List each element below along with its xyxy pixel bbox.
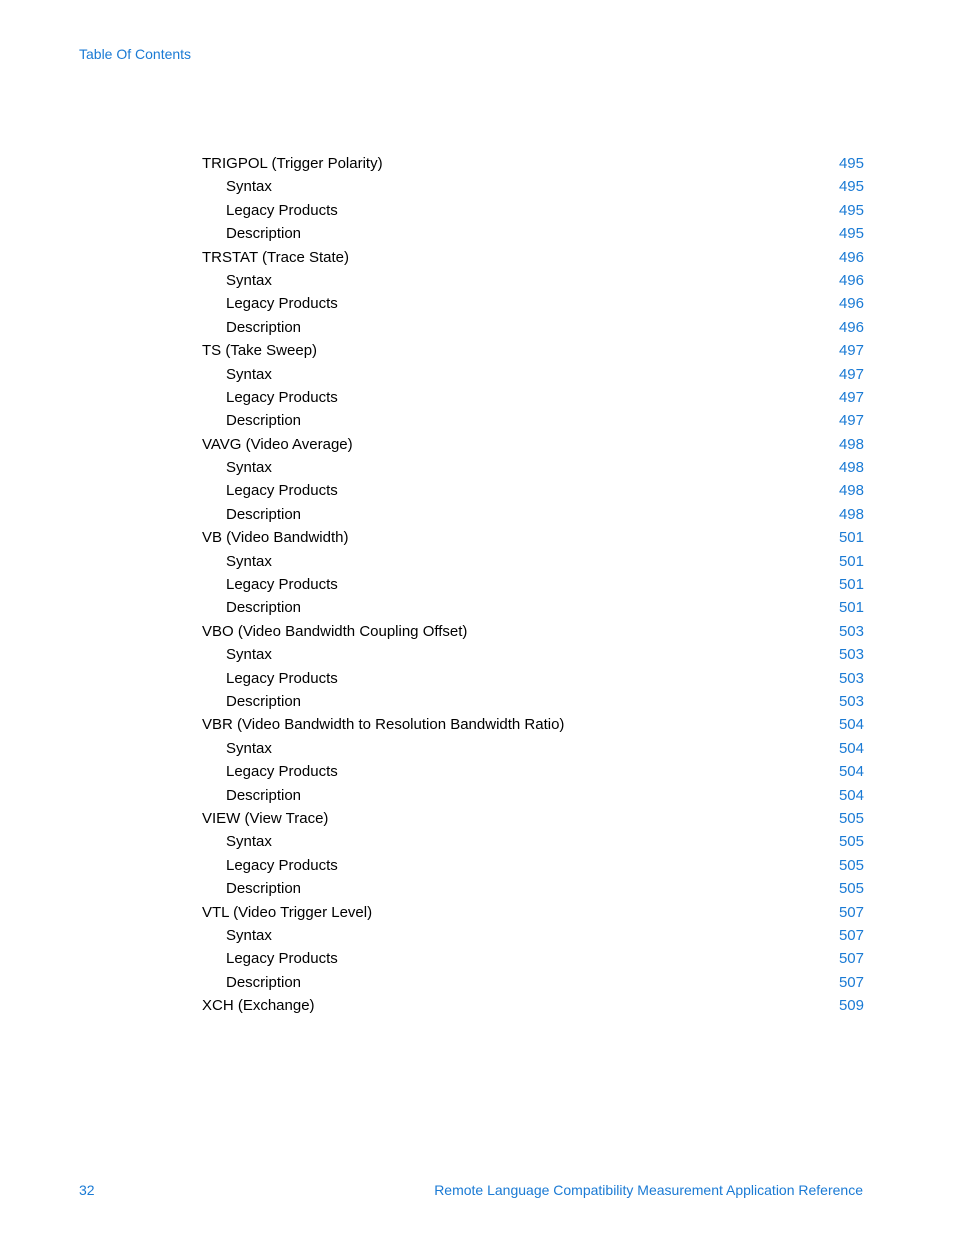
toc-entry-label: Syntax <box>226 271 272 289</box>
toc-page-link[interactable]: 497 <box>838 412 864 430</box>
toc-page-link[interactable]: 498 <box>838 459 864 477</box>
toc-entry-label: TRIGPOL (Trigger Polarity) <box>202 155 383 172</box>
toc-entry-label: Description <box>226 505 302 523</box>
toc-subentry[interactable] <box>202 479 864 502</box>
toc-page-link[interactable]: 497 <box>838 365 864 383</box>
toc-page-link[interactable]: 503 <box>838 669 864 687</box>
toc-entry-label: Legacy Products <box>226 950 338 968</box>
toc-page-link[interactable]: 496 <box>838 318 864 336</box>
toc-entry-label: Legacy Products <box>226 482 338 500</box>
toc-subentry[interactable] <box>202 854 864 877</box>
toc-entry-label: Legacy Products <box>226 201 338 219</box>
toc-entry-label: Syntax <box>226 646 272 664</box>
toc-entry-label: Syntax <box>226 459 272 477</box>
toc-entry[interactable] <box>202 713 864 736</box>
toc-entry-label: VB (Video Bandwidth) <box>202 529 349 547</box>
toc-entry-label: VAVG (Video Average) <box>202 435 353 453</box>
toc-page-link[interactable]: 509 <box>838 997 864 1015</box>
toc-subentry[interactable] <box>202 596 864 619</box>
toc-subentry[interactable] <box>202 760 864 783</box>
toc-subentry[interactable] <box>202 316 864 339</box>
toc-page-link[interactable]: 507 <box>838 926 864 944</box>
toc-entry-label: TRSTAT (Trace State) <box>202 248 349 266</box>
toc-page-link[interactable]: 501 <box>838 552 864 570</box>
toc-page-link[interactable]: 507 <box>838 973 864 991</box>
toc-page-link[interactable]: 495 <box>838 201 864 219</box>
toc-entry-label: Legacy Products <box>226 856 338 874</box>
toc-page-link[interactable]: 497 <box>838 388 864 406</box>
toc-entry-label: Description <box>226 412 302 430</box>
toc-subentry[interactable] <box>202 456 864 479</box>
toc-subentry[interactable] <box>202 643 864 666</box>
toc-entry[interactable] <box>202 994 864 1017</box>
toc-entry-label: Legacy Products <box>226 388 338 406</box>
toc-entry[interactable] <box>202 246 864 269</box>
toc-page-link[interactable]: 504 <box>838 763 864 781</box>
toc-subentry[interactable] <box>202 784 864 807</box>
toc-subentry[interactable] <box>202 877 864 900</box>
toc-entry-label: Description <box>226 599 302 617</box>
toc-page-link[interactable]: 507 <box>838 903 864 921</box>
toc-entry-label: Syntax <box>226 552 272 570</box>
toc-subentry[interactable] <box>202 971 864 994</box>
toc-subentry[interactable] <box>202 269 864 292</box>
toc-entry[interactable] <box>202 526 864 549</box>
toc-page-link[interactable]: 495 <box>838 225 864 243</box>
toc-subentry[interactable] <box>202 550 864 573</box>
table-of-contents-list <box>202 152 864 1017</box>
toc-page-link[interactable]: 505 <box>838 856 864 874</box>
toc-entry-label: VBR (Video Bandwidth to Resolution Bandwidth Ratio) <box>202 716 565 734</box>
toc-page-link[interactable]: 501 <box>838 529 864 547</box>
toc-page-link[interactable]: 504 <box>838 739 864 757</box>
toc-entry-label: XCH (Exchange) <box>202 997 315 1015</box>
toc-entry-label: Legacy Products <box>226 295 338 313</box>
toc-subentry[interactable] <box>202 690 864 713</box>
footer-page-number: 32 <box>79 1182 95 1198</box>
toc-entry-label: Legacy Products <box>226 576 338 594</box>
toc-page-link[interactable]: 504 <box>838 786 864 804</box>
footer-document-title: Remote Language Compatibility Measurement Application Reference <box>434 1182 863 1198</box>
toc-entry-label: Description <box>226 786 302 804</box>
toc-entry-label: Description <box>226 225 302 243</box>
toc-entry[interactable] <box>202 620 864 643</box>
toc-subentry[interactable] <box>202 924 864 947</box>
toc-subentry[interactable] <box>202 573 864 596</box>
toc-entry-label: TS (Take Sweep) <box>202 342 318 360</box>
toc-page-link[interactable]: 503 <box>838 646 864 664</box>
toc-page-link[interactable]: 505 <box>838 833 864 851</box>
toc-page-link[interactable]: 496 <box>838 248 864 266</box>
toc-subentry[interactable] <box>202 830 864 853</box>
toc-page-link[interactable]: 498 <box>838 482 864 500</box>
toc-entry-label: VBO (Video Bandwidth Coupling Offset) <box>202 622 468 640</box>
toc-entry-label: Syntax <box>226 178 272 196</box>
toc-entry-label: Syntax <box>226 926 272 944</box>
toc-page-link[interactable]: 496 <box>838 271 864 289</box>
toc-entry-label: Legacy Products <box>226 763 338 781</box>
toc-page-link[interactable]: 498 <box>838 505 864 523</box>
toc-subentry[interactable] <box>202 363 864 386</box>
toc-page-link[interactable]: 495 <box>838 155 864 172</box>
toc-page-link[interactable]: 501 <box>838 576 864 594</box>
toc-entry-label: VIEW (View Trace) <box>202 809 329 827</box>
toc-entry[interactable] <box>202 152 864 175</box>
toc-entry-label: Legacy Products <box>226 669 338 687</box>
toc-page-link[interactable]: 498 <box>838 435 864 453</box>
toc-entry-label: VTL (Video Trigger Level) <box>202 903 373 921</box>
toc-subentry[interactable] <box>202 175 864 198</box>
toc-entry-label: Description <box>226 880 302 898</box>
toc-page-link[interactable]: 497 <box>838 342 864 360</box>
toc-entry-label: Syntax <box>226 739 272 757</box>
toc-subentry[interactable] <box>202 503 864 526</box>
toc-subentry[interactable] <box>202 409 864 432</box>
toc-page-link[interactable]: 505 <box>838 880 864 898</box>
toc-page-link[interactable]: 504 <box>838 716 864 734</box>
toc-subentry[interactable] <box>202 667 864 690</box>
toc-entry[interactable] <box>202 433 864 456</box>
toc-subentry[interactable] <box>202 737 864 760</box>
toc-subentry[interactable] <box>202 199 864 222</box>
toc-entry[interactable] <box>202 901 864 924</box>
toc-entry-label: Description <box>226 692 302 710</box>
toc-subentry[interactable] <box>202 222 864 245</box>
toc-entry-label: Description <box>226 973 302 991</box>
toc-subentry[interactable] <box>202 386 864 409</box>
toc-page-link[interactable]: 503 <box>838 622 864 640</box>
toc-subentry[interactable] <box>202 292 864 315</box>
toc-page-link[interactable]: 503 <box>838 692 864 710</box>
toc-page-link[interactable]: 507 <box>838 950 864 968</box>
toc-entry[interactable] <box>202 807 864 830</box>
toc-page-link[interactable]: 505 <box>838 809 864 827</box>
toc-page-link[interactable]: 495 <box>838 178 864 196</box>
toc-entry[interactable] <box>202 339 864 362</box>
toc-entry-label: Syntax <box>226 833 272 851</box>
toc-entry-label: Syntax <box>226 365 272 383</box>
header-title: Table Of Contents <box>79 46 192 62</box>
toc-subentry[interactable] <box>202 947 864 970</box>
toc-entry-label: Description <box>226 318 302 336</box>
toc-page-link[interactable]: 501 <box>838 599 864 617</box>
toc-page-link[interactable]: 496 <box>838 295 864 313</box>
